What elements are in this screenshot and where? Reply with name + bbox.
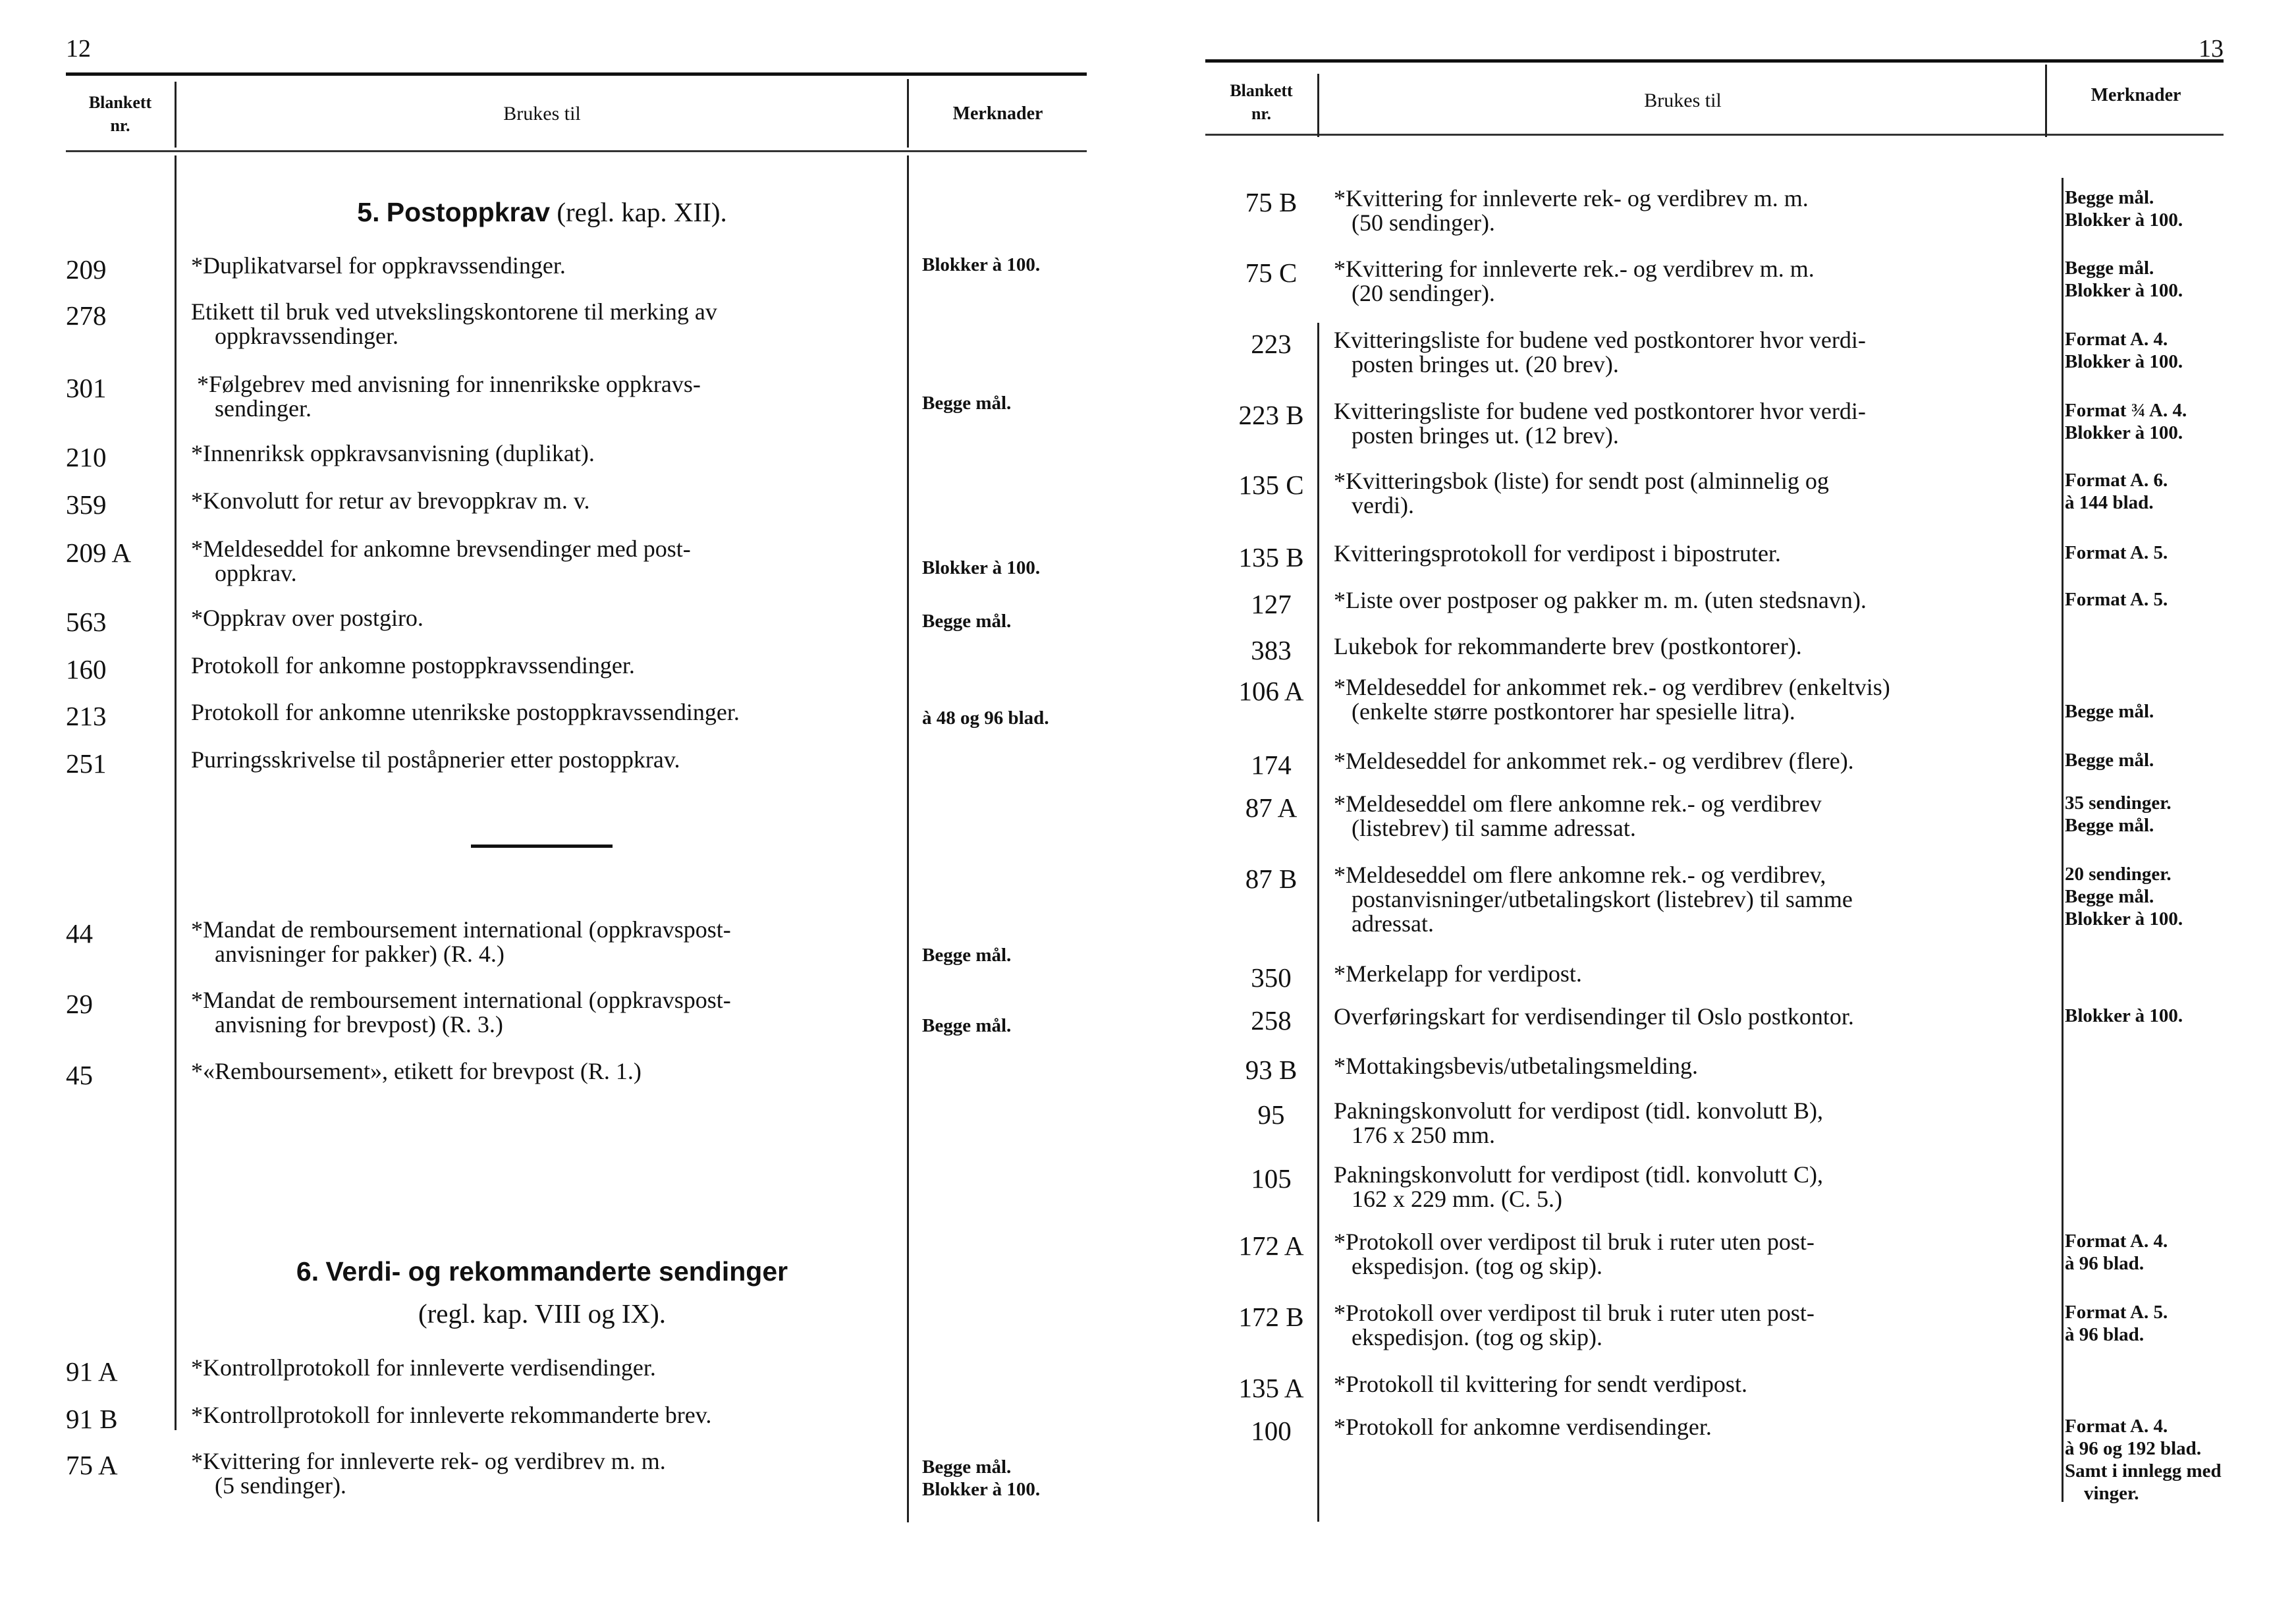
form-number: 127 — [1251, 589, 1292, 619]
column-divider — [175, 155, 177, 1430]
form-number: 359 — [66, 489, 107, 520]
form-remark: Begge mål. — [922, 393, 1012, 414]
column-divider — [2062, 178, 2064, 1502]
form-usage: *Kontrollprotokoll for innleverte rekommanderte brev. — [191, 1402, 712, 1428]
form-number: 174 — [1251, 750, 1292, 780]
form-number: 383 — [1251, 635, 1292, 665]
form-remark: Format A. 5. — [2065, 589, 2168, 610]
col-header-nr: Blankett nr. — [1230, 80, 1293, 123]
form-number: 75 A — [66, 1450, 118, 1480]
form-number: 350 — [1251, 962, 1292, 993]
form-number: 251 — [66, 748, 107, 779]
form-usage: Protokoll for ankomne postoppkravssendinger. — [191, 652, 635, 679]
section-heading-6 — [177, 1256, 908, 1287]
form-number: 209 A — [66, 538, 132, 568]
col-header-nr: Blankett nr. — [88, 92, 152, 135]
form-usage: *Meldeseddel om flere ankomne rek.- og verdibrev, postanvisninger/utbetalingskort (listebrev) til samme adressat. — [1334, 862, 1853, 937]
form-number: 278 — [66, 300, 107, 331]
form-usage: *Kvitteringsbok (liste) for sendt post (alminnelig og verdi). — [1334, 468, 1829, 518]
form-usage: *Kvittering for innleverte rek.- og verdibrev m. m. (20 sendinger). — [1334, 256, 1815, 306]
form-usage: *Meldeseddel for ankommet rek.- og verdibrev (flere). — [1334, 748, 1854, 774]
section-separator — [471, 845, 613, 848]
form-number: 135 C — [1238, 470, 1304, 500]
form-usage: *Meldeseddel om flere ankomne rek.- og verdibrev (listebrev) til samme adressat. — [1334, 790, 1822, 841]
form-usage: *Mandat de remboursement international (oppkravspost- anvisninger for pakker) (R. 4.) — [191, 916, 731, 967]
form-number: 95 — [1257, 1099, 1285, 1130]
form-number: 91 B — [66, 1404, 118, 1434]
col-header-use: Brukes til — [1644, 89, 1722, 111]
form-remark: Begge mål. — [2065, 701, 2154, 722]
header-bottom-rule — [66, 150, 1087, 152]
form-number: 160 — [66, 654, 107, 684]
form-number: 105 — [1251, 1163, 1292, 1194]
form-number: 301 — [66, 373, 107, 403]
header-top-rule — [1205, 59, 2224, 63]
header-bottom-rule — [1205, 134, 2224, 136]
form-usage: *Innenriksk oppkravsanvisning (duplikat). — [191, 440, 595, 466]
form-usage: *Konvolutt for retur av brevoppkrav m. v. — [191, 487, 590, 514]
form-usage: *Kontrollprotokoll for innleverte verdisendinger. — [191, 1354, 656, 1381]
form-remark: Blokker à 100. — [2065, 1005, 2183, 1026]
form-remark: Format A. 4. à 96 blad. — [2065, 1231, 2168, 1274]
form-remark: Format ¾ A. 4. Blokker à 100. — [2065, 400, 2187, 443]
form-usage: Pakningskonvolutt for verdipost (tidl. konvolutt B), 176 x 250 mm. — [1334, 1097, 1823, 1148]
form-number: 75 B — [1245, 187, 1298, 217]
form-usage: *Meldeseddel for ankommet rek.- og verdibrev (enkeltvis) (enkelte større postkontorer har spesielle litra). — [1334, 674, 1890, 725]
form-usage: *Kvittering for innleverte rek- og verdibrev m. m. (5 sendinger). — [191, 1448, 666, 1499]
section-ref: (regl. kap. XII). — [550, 197, 727, 227]
form-number: 87 B — [1245, 864, 1298, 894]
form-usage: Purringsskrivelse til poståpnerier etter postoppkrav. — [191, 746, 680, 773]
column-divider — [1317, 323, 1319, 1522]
form-remark: Begge mål. — [922, 1015, 1012, 1036]
column-divider — [1317, 74, 1319, 137]
section-subtitle: (regl. kap. VIII og IX). — [418, 1298, 667, 1329]
section-title: Postoppkrav — [386, 197, 551, 227]
form-number: 258 — [1251, 1005, 1292, 1036]
form-usage: *Mottakingsbevis/utbetalingsmelding. — [1334, 1053, 1698, 1079]
form-usage: Lukebok for rekommanderte brev (postkontorer). — [1334, 633, 1802, 659]
form-remark: Begge mål. — [2065, 750, 2154, 771]
form-number: 135 A — [1238, 1373, 1304, 1403]
column-divider — [2045, 65, 2047, 137]
form-remark: Format A. 5. — [2065, 542, 2168, 563]
section-number: 5. — [357, 197, 380, 227]
form-number: 87 A — [1245, 792, 1298, 823]
left-page — [0, 0, 1120, 1608]
col-header-use: Brukes til — [503, 102, 581, 125]
header-top-rule — [66, 72, 1087, 76]
form-usage: *Merkelapp for verdipost. — [1334, 960, 1582, 987]
form-usage: Overføringskart for verdisendinger til Oslo postkontor. — [1334, 1003, 1854, 1030]
form-remark: Begge mål. — [922, 945, 1012, 966]
form-remark: 35 sendinger. Begge mål. — [2065, 792, 2172, 836]
form-number: 91 A — [66, 1356, 118, 1387]
column-divider — [175, 82, 177, 148]
form-remark: Blokker à 100. — [922, 557, 1041, 578]
form-remark: Begge mål. Blokker à 100. — [2065, 258, 2183, 301]
form-usage: *Mandat de remboursement international (oppkravspost- anvisning for brevpost) (R. 3.) — [191, 987, 731, 1038]
form-number: 44 — [66, 918, 93, 949]
form-remark: à 48 og 96 blad. — [922, 707, 1049, 729]
form-number: 172 A — [1238, 1231, 1304, 1261]
form-remark: Format A. 4. Blokker à 100. — [2065, 329, 2183, 372]
form-number: 100 — [1251, 1416, 1292, 1446]
section-number: 6. — [296, 1256, 319, 1287]
form-remark: Begge mål. Blokker à 100. — [2065, 187, 2183, 231]
col-header-remarks: Merknader — [2091, 85, 2181, 106]
column-divider — [907, 79, 909, 148]
form-usage: *Liste over postposer og pakker m. m. (uten stedsnavn). — [1334, 587, 1867, 613]
form-number: 29 — [66, 989, 93, 1019]
form-usage: *Meldeseddel for ankomne brevsendinger med post- oppkrav. — [191, 536, 691, 586]
form-usage: *Oppkrav over postgiro. — [191, 605, 424, 631]
form-remark: Blokker à 100. — [922, 254, 1041, 275]
form-usage: *Kvittering for innleverte rek- og verdibrev m. m. (50 sendinger). — [1334, 185, 1809, 236]
form-remark: Begge mål. Blokker à 100. — [922, 1456, 1041, 1500]
form-number: 223 B — [1238, 400, 1304, 430]
form-usage: *«Remboursement», etikett for brevpost (R. 1.) — [191, 1058, 642, 1084]
page-number: 12 — [66, 35, 91, 63]
form-number: 213 — [66, 701, 107, 731]
form-remark: 20 sendinger. Begge mål. Blokker à 100. — [2065, 864, 2183, 929]
right-page — [1186, 0, 2296, 1608]
form-number: 135 B — [1238, 542, 1304, 572]
form-number: 75 C — [1245, 258, 1298, 288]
form-number: 563 — [66, 607, 107, 637]
form-usage: Pakningskonvolutt for verdipost (tidl. konvolutt C), 162 x 229 mm. (C. 5.) — [1334, 1161, 1823, 1212]
form-usage: Kvitteringsliste for budene ved postkontorer hvor verdi- posten bringes ut. (20 brev). — [1334, 327, 1866, 377]
form-number: 172 B — [1238, 1302, 1304, 1332]
form-number: 210 — [66, 442, 107, 472]
form-number: 223 — [1251, 329, 1292, 359]
form-usage: Protokoll for ankomne utenrikske postoppkravssendinger. — [191, 699, 740, 725]
form-usage: Etikett til bruk ved utvekslingskontorene til merking av oppkravssendinger. — [191, 298, 717, 349]
section-heading-5 — [177, 196, 908, 228]
form-remark: Format A. 5. à 96 blad. — [2065, 1302, 2168, 1345]
form-remark: Begge mål. — [922, 611, 1012, 632]
col-header-remarks: Merknader — [952, 103, 1043, 125]
form-remark: Format A. 4. à 96 og 192 blad. Samt i innlegg med vinger. — [2065, 1416, 2222, 1504]
form-usage: *Protokoll over verdipost til bruk i ruter uten post- ekspedisjon. (tog og skip). — [1334, 1229, 1815, 1279]
form-usage: Kvitteringsliste for budene ved postkontorer hvor verdi- posten bringes ut. (12 brev). — [1334, 398, 1866, 449]
form-usage: *Duplikatvarsel for oppkravssendinger. — [191, 252, 566, 279]
form-number: 209 — [66, 254, 107, 285]
form-remark: Format A. 6. à 144 blad. — [2065, 470, 2168, 513]
page-number: 13 — [2199, 35, 2224, 63]
form-usage: *Protokoll over verdipost til bruk i ruter uten post- ekspedisjon. (tog og skip). — [1334, 1300, 1815, 1350]
form-usage: Kvitteringsprotokoll for verdipost i bipostruter. — [1334, 540, 1781, 567]
form-number: 106 A — [1238, 676, 1304, 706]
section-title: Verdi- og rekommanderte sendinger — [325, 1256, 788, 1287]
form-usage: *Protokoll til kvittering for sendt verdipost. — [1334, 1371, 1747, 1397]
form-usage: *Følgebrev med anvisning for innenrikske oppkravs- sendinger. — [197, 371, 701, 422]
form-number: 45 — [66, 1060, 93, 1090]
form-usage: *Protokoll for ankomne verdisendinger. — [1334, 1414, 1712, 1440]
form-number: 93 B — [1245, 1055, 1298, 1085]
